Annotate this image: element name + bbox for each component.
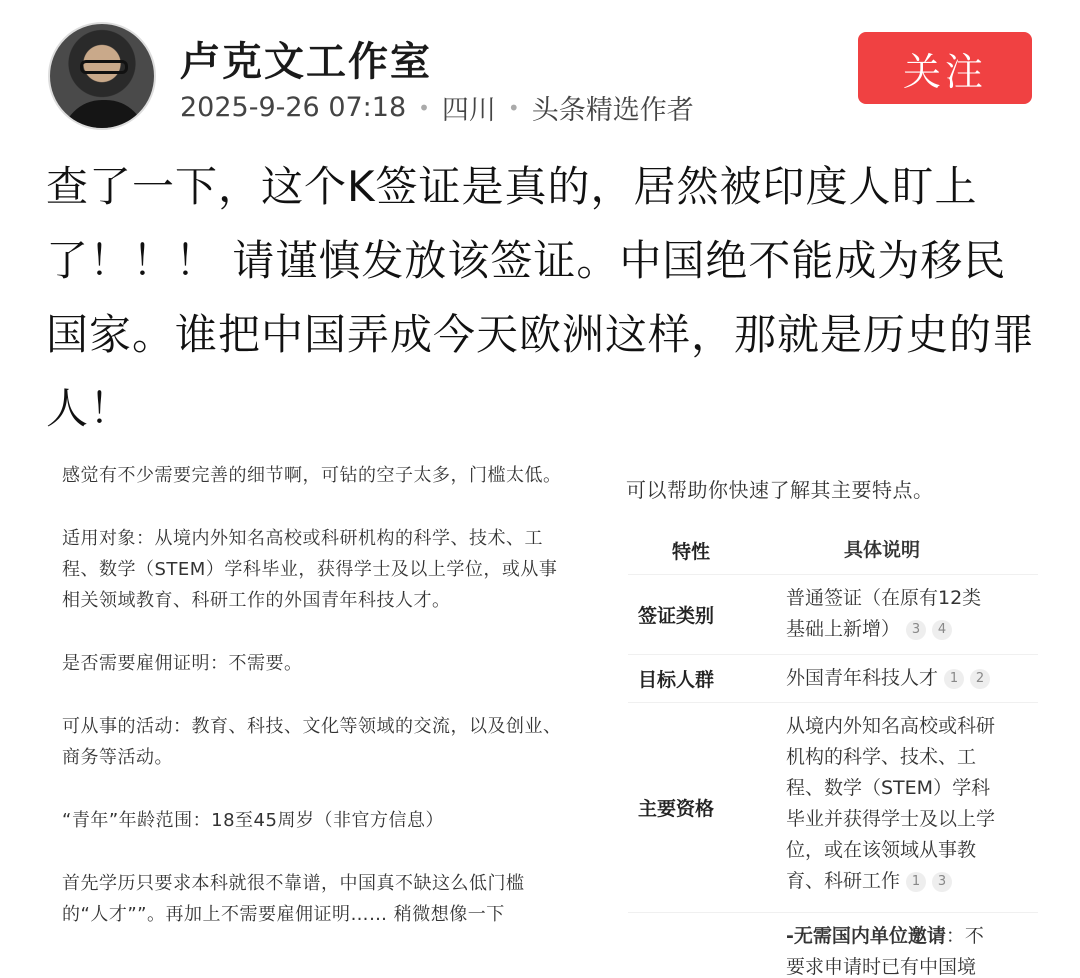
post-date: 2025-9-26 07:18 <box>180 92 407 123</box>
description-text: 外国青年科技人才 <box>786 667 939 689</box>
post-body: 查了一下，这个K签证是真的，居然被印度人盯上了！！！ 请谨慎发放该签证。中国绝不能成为移民国家。谁把中国弄成今天欧洲这样，那就是历史的罪人！ <box>46 162 1036 433</box>
table-header <box>628 526 1038 574</box>
table-row <box>628 574 1038 654</box>
left-paragraph: 适用对象：从境内外知名高校或科研机构的科学、技术、工程、数学（STEM）学科毕业，获得学士及以上学位，或从事相关领域教育、科研工作的外国青年科技人才。 <box>62 528 558 611</box>
author-name[interactable]: 卢克文工作室 <box>180 39 432 85</box>
post-location: 四川 <box>441 95 496 126</box>
citation-badge[interactable]: 1 <box>906 872 926 892</box>
feature-cell <box>628 913 768 978</box>
left-paragraph: 可从事的活动：教育、科技、文化等领域的交流，以及创业、商务等活动。 <box>62 716 562 768</box>
description-cell <box>768 703 996 912</box>
description-bold: -无需国内单位邀请 <box>786 925 946 947</box>
meta-separator: • <box>507 95 520 120</box>
feature-cell: 签证类别 <box>638 605 715 627</box>
table-row <box>628 702 1038 912</box>
header-feature: 特性 <box>671 540 710 563</box>
description-text: ：不要求申请时已有中国境 <box>786 925 984 978</box>
attached-image-right[interactable] <box>612 448 1042 978</box>
table-row <box>628 912 1038 978</box>
header-description: 具体说明 <box>843 538 920 561</box>
left-paragraph: 首先学历只要求本科就很不靠谱，中国真不缺这么低门槛的“人才””。再加上不需要雇佣证明…… 稍微想像一下 <box>62 873 525 925</box>
table-intro: 可以帮助你快速了解其主要特点。 <box>626 478 934 502</box>
visa-feature-table <box>628 526 1038 978</box>
author-avatar[interactable] <box>48 22 156 130</box>
avatar-glasses <box>80 60 128 74</box>
description-cell <box>768 655 996 702</box>
citation-badge[interactable]: 2 <box>970 669 990 689</box>
author-badge: 头条精选作者 <box>531 95 694 126</box>
citation-badge[interactable]: 1 <box>944 669 964 689</box>
citation-badge[interactable]: 4 <box>932 620 952 640</box>
description-text: 从境内外知名高校或科研机构的科学、技术、工程、数学（STEM）学科毕业并获得学士及以上学位，或在该领域从事教育、科研工作 <box>786 715 996 892</box>
description-text: 普通签证（在原有12类基础上新增） <box>786 587 982 640</box>
feature-cell: 目标人群 <box>638 669 715 691</box>
left-paragraph: 是否需要雇佣证明：不需要。 <box>62 653 303 674</box>
post-meta <box>180 88 694 127</box>
table-row <box>628 654 1038 702</box>
attached-image-left[interactable] <box>50 448 570 978</box>
citation-badge[interactable]: 3 <box>906 620 926 640</box>
left-paragraph: “青年”年龄范围：18至45周岁（非官方信息） <box>62 810 444 831</box>
avatar-figure <box>62 100 146 130</box>
left-paragraph: 感觉有不少需要完善的细节啊，可钻的空子太多，门槛太低。 <box>62 465 562 486</box>
meta-separator: • <box>418 95 430 120</box>
description-cell <box>768 913 996 978</box>
feature-cell: 主要资格 <box>638 798 715 820</box>
citation-badge[interactable]: 3 <box>932 872 952 892</box>
follow-button[interactable]: 关注 <box>858 32 1032 104</box>
description-cell <box>768 575 996 654</box>
